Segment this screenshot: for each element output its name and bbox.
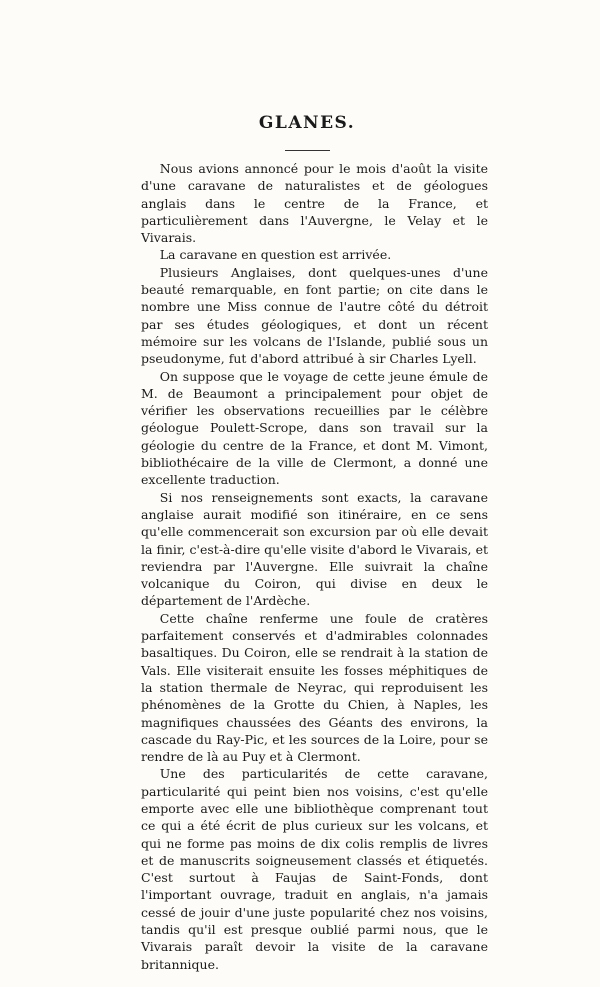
paragraph: Une des particularités de cette caravane, particularité qui peint bien nos voisins, c'est qu'elle emporte avec elle une bibliothèque comprenant tout ce qui a été écrit de plus curieux sur les volcans, et qui ne forme pas moins de dix colis remplis de livres et de manuscrits soigneusement classés et étiquetés. C'est surtout à Faujas de Saint-Fonds, dont l'important ouvrage, traduit en anglais, n'a jamais cessé de jouir d'une juste popularité chez nos voisins, tandis qu'il est presque oublié parmi nous, que le Vivarais paraît devoir la visite de la caravane britannique. (141, 766, 488, 972)
title-divider (285, 150, 330, 151)
page-title: GLANES. (258, 113, 356, 133)
paragraph: La caravane en question est arrivée. (159, 247, 392, 263)
paragraph: Plusieurs Anglaises, dont quelques-unes d'une beauté remarquable, en font partie; on cite dans le nombre une Miss connue de l'autre côté du détroit par ses études géologiques, et dont un récent mémoire sur les volcans de l'Islande, publié sous un pseudonyme, fut d'abord attribué à sir Charles Lyell. (141, 264, 488, 367)
article-body (141, 160, 488, 973)
paragraph: Nous avions annoncé pour le mois d'août la visite d'une caravane de naturalistes et de géologues anglais dans le centre de la France, et particulièrement dans l'Auvergne, le Velay et le Vivarais. (141, 161, 488, 246)
paragraph: Cette chaîne renferme une foule de cratères parfaitement conservés et d'admirables colonnades basaltiques. Du Coiron, elle se rendrait à la station de Vals. Elle visiterait ensuite les fosses méphitiques de la station thermale de Neyrac, qui reproduisent les phénomènes de la Grotte du Chien, à Naples, les magnifiques chaussées des Géants des environs, la cascade du Ray-Pic, et les sources de la Loire, pour se rendre de là au Puy et à Clermont. (141, 610, 488, 765)
paragraph: On suppose que le voyage de cette jeune émule de M. de Beaumont a principalement pour objet de vérifier les observations recueillies par le célèbre géologue Poulett-Scrope, dans son travail sur la géologie du centre de la France, et dont M. Vimont, bibliothécaire de la ville de Clermont, a donné une excellente traduction. (141, 368, 488, 488)
paragraph: Si nos renseignements sont exacts, la caravane anglaise aurait modifié son itinéraire, en ce sens qu'elle commencerait son excursion par où elle devait la finir, c'est-à-dire qu'elle visite d'abord le Vivarais, et reviendra par l'Auvergne. Elle suivrait la chaîne volcanique du Coiron, qui divise en deux le département de l'Ardèche. (141, 489, 488, 609)
